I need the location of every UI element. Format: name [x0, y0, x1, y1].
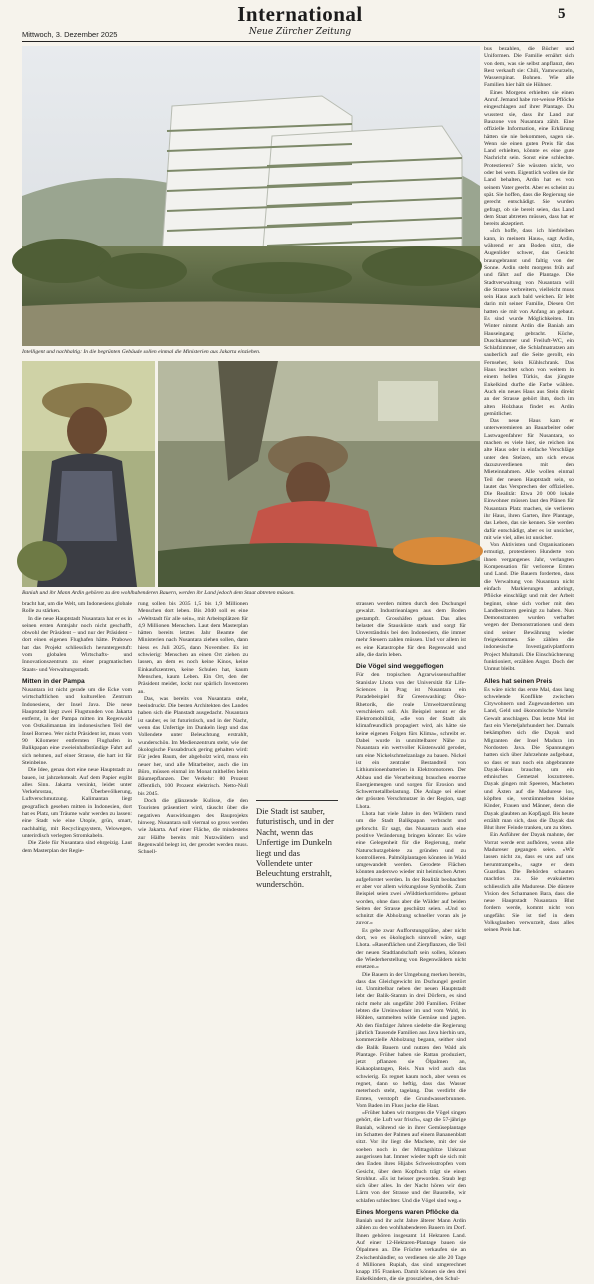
man-photo	[158, 361, 480, 587]
paragraph: Doch die glänzende Kulisse, die den Touristen präsentiert wird, täuscht über die negativen Auswirkungen des Bauprojekts hinweg. Nusantara soll viermal so gross werden wie Jakarta. Auf einer Fläche, die mindestens zur Hälfte bereits mit Nutzwäldern und Regenwald belegt ist, der gerodet werden muss. Schnell-	[138, 798, 248, 856]
paragraph: Von Aktivisten und Organisationen ermutigt, protestieren Hunderte von ihnen vergangenes Jahr, verlangten Kompensation für verlorene Ernten und Land. Die Bauern forderten, dass die Verwaltung von Nusantara nicht einfach Markierungen anbringt, Pflöcke einschlägt und mit der Arbeit beginnt, ohne sich vorher mit den Landbesitzern geeinigt zu haben. Nun Demonstranten wurden verhaftet wegen der Demonstrationen und dem sind seiner Bewährung wieder freigekommen. Sie zählen die indonesische Investigativplattform Project Multatuli. Die Einschüchterung funktioniert, erzählen Angst. Doch der Unmut bleibt.	[484, 542, 574, 673]
article-column-1	[22, 601, 132, 866]
subheading: Eines Morgens waren Pflöcke da	[356, 1209, 459, 1217]
paragraph: Baniah und ihr acht Jahre älterer Mann Ardin zählen zu den wohlhabenderen Bauern im Dorf. Ihnen gehören insgesamt 14 Hektaren Land. Auf einer 12-Hektaren-Plantage bauen sie Ölpalmen an. Die Früchte verkaufen sie an Zwischenhändler, so verdienen sie alle 20 Tage 4 Millionen Rupiah, das sind umgerechnet knapp 195 Franken. Damit können sie den drei Enkelkindern, die sie grossziehen, den Schul-	[356, 1218, 466, 1283]
page-number: 5	[558, 6, 566, 22]
paragraph: Die Bauern in der Umgebung merken bereits, dass das Gleichgewicht im Dschungel gestört ist. Unmittelbar neben der neuen Hauptstadt lebt der Balik-Stamm in drei Dörfern, es sind nicht mehr als ungefähr 200 Familien. Früher lebten die Ureinwohner im und vom Wald, in Höhlen, sammelten wilde Gemüse und jagten. Ab den fünfziger Jahren siedelte die Regierung jährlich Tausende Familien aus Java hierhin um, kommerzielle Abholzung begann, seither sind die Balik Bauern und nutzen den Wald als Plantage. Früher haben sie Rattan produziert, jetzt pflanzen sie Ölpalmen an, Kakaoplantagen, Reis. Nun wird auch das schwierig. Es regnet kaum noch, aber wenn es regnet, dann so heftig, dass das Wasser meterhoch steht, tagelang. Das verdirbt die Ernten, verstopft die Grundwasserbrunnen. Vom Baden im Fluss jucke die Haut.	[356, 971, 466, 1109]
article-column-3	[356, 601, 466, 1283]
article-column-3-top	[256, 601, 338, 796]
paragraph: Das, was bereits von Nusantara steht, beeindruckt. Die besten Architekten des Landes haben sich die Planstadt ausgedacht. Nusantara ist sauber, es ist futuristisch, und in der Nacht, wenn das Unfertige im Dunkeln liegt und das Vollendete unter Beleuchtung erstrahlt, wunderschön. Im Medienzentrum steht, wie der ökologische Fussabdruck gering gehalten wird: Für jeden Baum, der abgeholzt wird, muss ein neuer her, und alle Mitarbeiter, auch die im Büro, müssen einmal im Monat mithelfen beim Bäumepflanzen. Der Verkehr: 80 Prozent öffentlich, 100 Prozent elektrisch. Netto-Null bis 2045.	[138, 695, 248, 797]
article-column-2	[138, 601, 248, 866]
subheading: Die Vögel sind weggeflogen	[356, 663, 444, 671]
paragraph: Die Idee, genau dort eine neue Hauptstadt zu bauen, ist jahrzehntealt. Auf dem Papier ergibt alles Sinn. Jakarta versinkt, leidet unter Verkehrsstau, Überbevölkerung, Luftverschmutzung. Kalimantan liegt geografisch gesehen mitten in Indonesien, dort hat es Platz, um Träume wahr werden zu lassen: eine Stadt wie eine Utopie, grün, smart, nachhaltig, mit Recyclingsystem, Velowegen, unterirdisch verlegten Stromkabeln.	[22, 767, 132, 839]
bottom-photo-caption: Baniah und ihr Mann Ardin gehören zu den wohlhabenderen Bauern, werden ihr Land jedoch dem Staat abtreten müssen.	[22, 590, 295, 596]
paragraph: «Ich hoffe, dass ich hierbleiben kann, in meinem Haus», sagt Ardin, während er am Boden sitzt, die Augenlider schwer, das Gesicht braungebrannt und faltig von der Sonne. Ardin steht morgens früh auf und fährt auf die Plantage. Die Stadtverwaltung von Nusantara will die Strasse verbreitern, vielleicht muss sein Haus auch bald weichen. Er lebt darin mit seiner Familie, Diesen Ort hatten sie mit von Anfang an gebaut. Es sind wurde Möglichkeiten. Im Winter nimmt Ardin die Baniah am Hauseingang gebracht. Küche, Duschkammer und Freiluft-WC, ein Schlafzimmer, die Schlafmatratzen am sauberlich auf die Seite gerollt, ein Fernseher, kein Kühlschrank. Das Haus leuchtet schon von weitem in einem hellen Türkis, das jüngste Enkelkind durfte die Farbe wählen. Auch ein neues Haus aus Stein direkt an der Strasse gehört ihm, doch im alten Holzhaus findet es Ardin gemütlicher.	[484, 228, 574, 417]
issue-date: Mittwoch, 3. Dezember 2025	[22, 30, 118, 39]
subheading: Alles hat seinen Preis	[484, 677, 553, 685]
header-rule	[22, 41, 574, 42]
paragraph: In die neue Hauptstadt Nusantara hat er es in seinen ersten Amtsjahr noch nicht geschafft, obwohl der Präsident – und nur der Präsident – dort einen eigenen Flughafen hätte. Prabowo hat das Projekt schliesslich heruntergestuft: vom globalen Wirtschafts- und Innovationszentrum zu einer pragmatischen Staats- und Verwaltungsstadt.	[22, 615, 132, 673]
newspaper-name: Neue Zürcher Zeitung	[248, 27, 352, 37]
paragraph: bus bezahlen, die Bücher und Uniformen. Die Familie ernährt sich von dem, was sie selbst anpflanzt, den Rest verkauft sie: Chili, Yamswurzeln, Wasserspinat. Bohnen. Wie alle Familien hier hält sie Hühner.	[484, 46, 574, 89]
paragraph: Es gebe zwar Aufforstungspläne, aber nicht dort, wo es ökologisch sinnvoll wäre, sagt Lhota. «Rasenflächen und Zierpflanzen, die Teil der neuen Stadtlandschaft sein sollen, können die Wiederherstellung von Regenwäldern nicht ersetzen.»	[356, 927, 466, 971]
top-photo-caption: Intelligent und nachhaltig: In die begrünten Gebäude sollen einmal die Ministerien aus Jakarta einziehen.	[22, 349, 261, 355]
paragraph: Nusantara ist nicht gerade um die Ecke vom wirtschaftlichen und kulturellen Zentrum Indonesiens, der Insel Java. Die neue Hauptstadt liegt zwei Flugstunden von Jakarta entfernt, in der Pampa mitten im Regenwald von Ostkalimantan im indonesischen Teil der Insel Borneo. Wer nicht Präsident ist, muss vom 90 Kilometer entfernten Flughafen in Balikpapan eine zweieinhalbstündige Fahrt auf sich nehmen, auf einer Strasse, die hart ist für Steinbeine.	[22, 686, 132, 766]
paragraph: Das neue Haus kam er unterweremieren an Bauarbeiter oder Lastwagenfahrer für Nusantara, so machen es viele hier, sie reichen ins alte Haus oder in einfache Verschläge unter den Stelzen, um sich etwas dazuzuverdienen mit den Mieteinnahmen. Alle wollen einmal Teil der neuen Hauptstadt sein, so lautet das Versprechen der offiziellen. Die Realität: Etwa 20 000 lokale Einwohner müssen laut den Plänen für Nusantara Platz machen, sie verlieren ihr Haus, ihren Garten, ihre Plantage, das Leben, das sie kennen. Sie werden dafür entschädigt, aber es ist unsicher, mit wie viel, alles ist unsicher.	[484, 418, 574, 541]
paragraph: «Früher haben wir morgens die Vögel singen gehört, die Luft war frisch», sagt die 57-jährige Baniah, während sie in ihrer Gemüseplantage im Schatten der Palmen auf einem Bananenblatt sitzt. Vor ihr liegt die Machete, mit der sie soeben noch in der Mittagshitze Unkraut ausgerissen hat. Immer wieder tupft sie sich mit den Enden ihres Hijabs Schweisstropfen vom Gesicht, über dem Kopftuch trägt sie einen Strohhut. «Es ist heisser geworden. Staub legt sich über alles. In der Nacht hören wir den Lärm von der Strasse und der Baustelle, wir schlafen schlechter. Und die Vögel sind weg.»	[356, 1110, 466, 1204]
quote-rule	[256, 800, 338, 801]
paragraph: Die Ziele für Nusantara sind ehrgeizig. Laut dem Masterplan der Regie-	[22, 840, 132, 854]
buildings-photo	[22, 46, 480, 346]
article-column-4	[484, 46, 574, 934]
paragraph: bracht hat, um die Welt, um Indonesiens globale Rolle zu stärken.	[22, 601, 132, 615]
paragraph: Es wäre nicht das erste Mal, dass lang schwelende Konflikte zwischen Citywohnern und Zugewanderten um Land, Geld und ökonomische Vorteile Gewalt anschlagen. Das letzte Mal ist fast ein Vierteljahrhundert her. Damals bekämpften sich die Dayak und Migranten der Insel Madura im Nordosten Java. Die Spannungen hatten sich über Jahrzehnte aufgebaut, so dass er nun noch ein abgebrannte Dayak-Haus brauchte, um ein ethnisches Gemetzel loszutreten. Dayak gingen mit Speeren, Macheten und Äxten auf die Madurese los, köpften sie, verstümmelten kleine Kinder, Frauen und Männer, denn die Dayak glaubten an Kopfjagd. Bis heute erzählt man sich, dass die Dayak das Blut ihrer Feinde tranken, um zu töten.	[484, 686, 574, 832]
paragraph: strassen werden mitten durch den Dschungel gewalzt. Industrieanlagen aus dem Boden gestampft. Grosshäfen gebaut. Das alles belastet die Stausküste stark und sorgt für Unverständnis bei den Indonesiern, die immer mehr Steuern zahlen müssen. Und vor allem ist es eine Katastrophe für den Regenwald und alle, die darin leben.	[356, 601, 466, 659]
section-title: International	[237, 2, 363, 26]
paragraph: Für den tropischen Agrarwissenschaftler Stanislav Lhota von der Universität für Life-Sciences in Prag ist Nusantara ein Paradebeispiel für Greenwashing: Öko-Rhetorik, die reale Umweltzerstörung verschleiern soll. Als Beispiel nennt er die Elektromobilität, «die von der Stadt als klimafreundlich propagiert wird, als hätte sie keine eigenen Folgen fürs Klima», schreibt er. Dabei wurde in unmittelbarer Nähe zu Nusantara ein wertvoller Küstenwald gerodet, um eine Nickelschmelzanlage zu bauen. Nickel ist ein zentraler Bestandteil von Lithiumionenbatterien in Elektromotoren. Der Abbau und die Verarbeitung brauchen enorme Energiemengen und sorgen für Erosion und Schwermetallbelastung. Die Anlage sei einer der grössten Verschmutzer in der Region, sagt Lhota.	[356, 672, 466, 810]
pull-quote: Die Stadt ist sauber, futuristisch, und in der Nacht, wenn das Unfertige im Dunkeln liegt und das Vollendete unter Beleuchtung erstrahlt, wunderschön.	[256, 806, 334, 889]
subheading: Mitten in der Pampa	[22, 677, 85, 685]
paragraph: Eines Morgens erhielten sie einen Anruf. Jemand habe rot-weisse Pflöcke eingeschlagen auf ihrer Plantage. Du wusstest sie, dass ihr Land zur Bauzone von Nusantara zählt. Eine offizielle Information, eine Erklärung hätten sie nie bekommen, sagen sie. Wenn sie einen guten Preis für das Land erhielten, könnte es eine gute Nachricht sein. Sonst eine schlechte. Protestieren? Sie wüssten nicht, wo oder bei wem. Eigentlich wollen sie ihr Land behalten, Ardin hat es von seinem Vater geerbt. Aber es scheint zu spät. Sie hoffen, dass die Regierung sie gerecht entschädigt. Sie wurden gefragt, ob sie bereit seien, das Land dem Staat abtreten müssen, dass hat er bereits akzeptiert.	[484, 89, 574, 228]
paragraph: Lhota hat viele Jahre in den Wäldern rund um die Stadt Balikpapan verbracht und geforscht. Er sagt, das Nusantara auch eine positive Veränderung bringen könnte: Es wäre eine Gelegenheit für die Regierung, mehr Naturschutzgebiete zu gründen und zu kontrollieren. Palmölplantagen könnten in Wald umgewandelt werden. Gerodete Flächen könnten anderswo wieder mit heimischen Arten aufgeforstet werden. In der Realität beobachtet er aber vor allem wirkungslose Symbolik. Zum Beispiel seien zwei «Wildtierkorridore» gebaut worden, ohne dass aber die Wälder auf beiden Seiten der Strasse geschützt seien. «Und so schnitzt die Abholzung schneller voran als je zuvor.»	[356, 811, 466, 927]
woman-photo	[22, 361, 155, 587]
paragraph: Ein Anführer der Dayak mahnte, der Vorrat werde erst aufhören, wenn alle Madureser gegangen seien. «Wir lassen nicht zu, dass es uns auf uns herumtrampelt», sagte er dem Guardian. Die Behörden schauten machtlos zu. Sie evakuierten schliesslich alle Madurese. Die düstere Vision des Schamanen Bara, dass die neue Hauptstadt Nusantara Blut fordern werde, kommt nicht von ungefähr. Sie ist tief in dem Volksglauben verwurzelt, dass alles seinen Preis hat.	[484, 832, 574, 934]
paragraph: rung sollen bis 2035 1,5 bis 1,9 Millionen Menschen dort leben. Bis 2040 soll es eine «Weltstadt für alle sein», mit Arbeitsplätzen für 4,9 Millionen Menschen. Laut dem Masterplan hätten bereits letztes Jahr Beamte der Ministerien nach Nusantara ziehen sollen, dann hiess es Juli 2025, dann November. Es ist schwierig: Menschen an einen Ort ziehen zu lassen, an dem es noch keine Kinos, keine Einkaufszentren, keine Schulen hat, kaum Menschen, kaum Leben. Ein Ort, den der Präsident meidet, lockt nur spärlich Investoren an.	[138, 601, 248, 695]
